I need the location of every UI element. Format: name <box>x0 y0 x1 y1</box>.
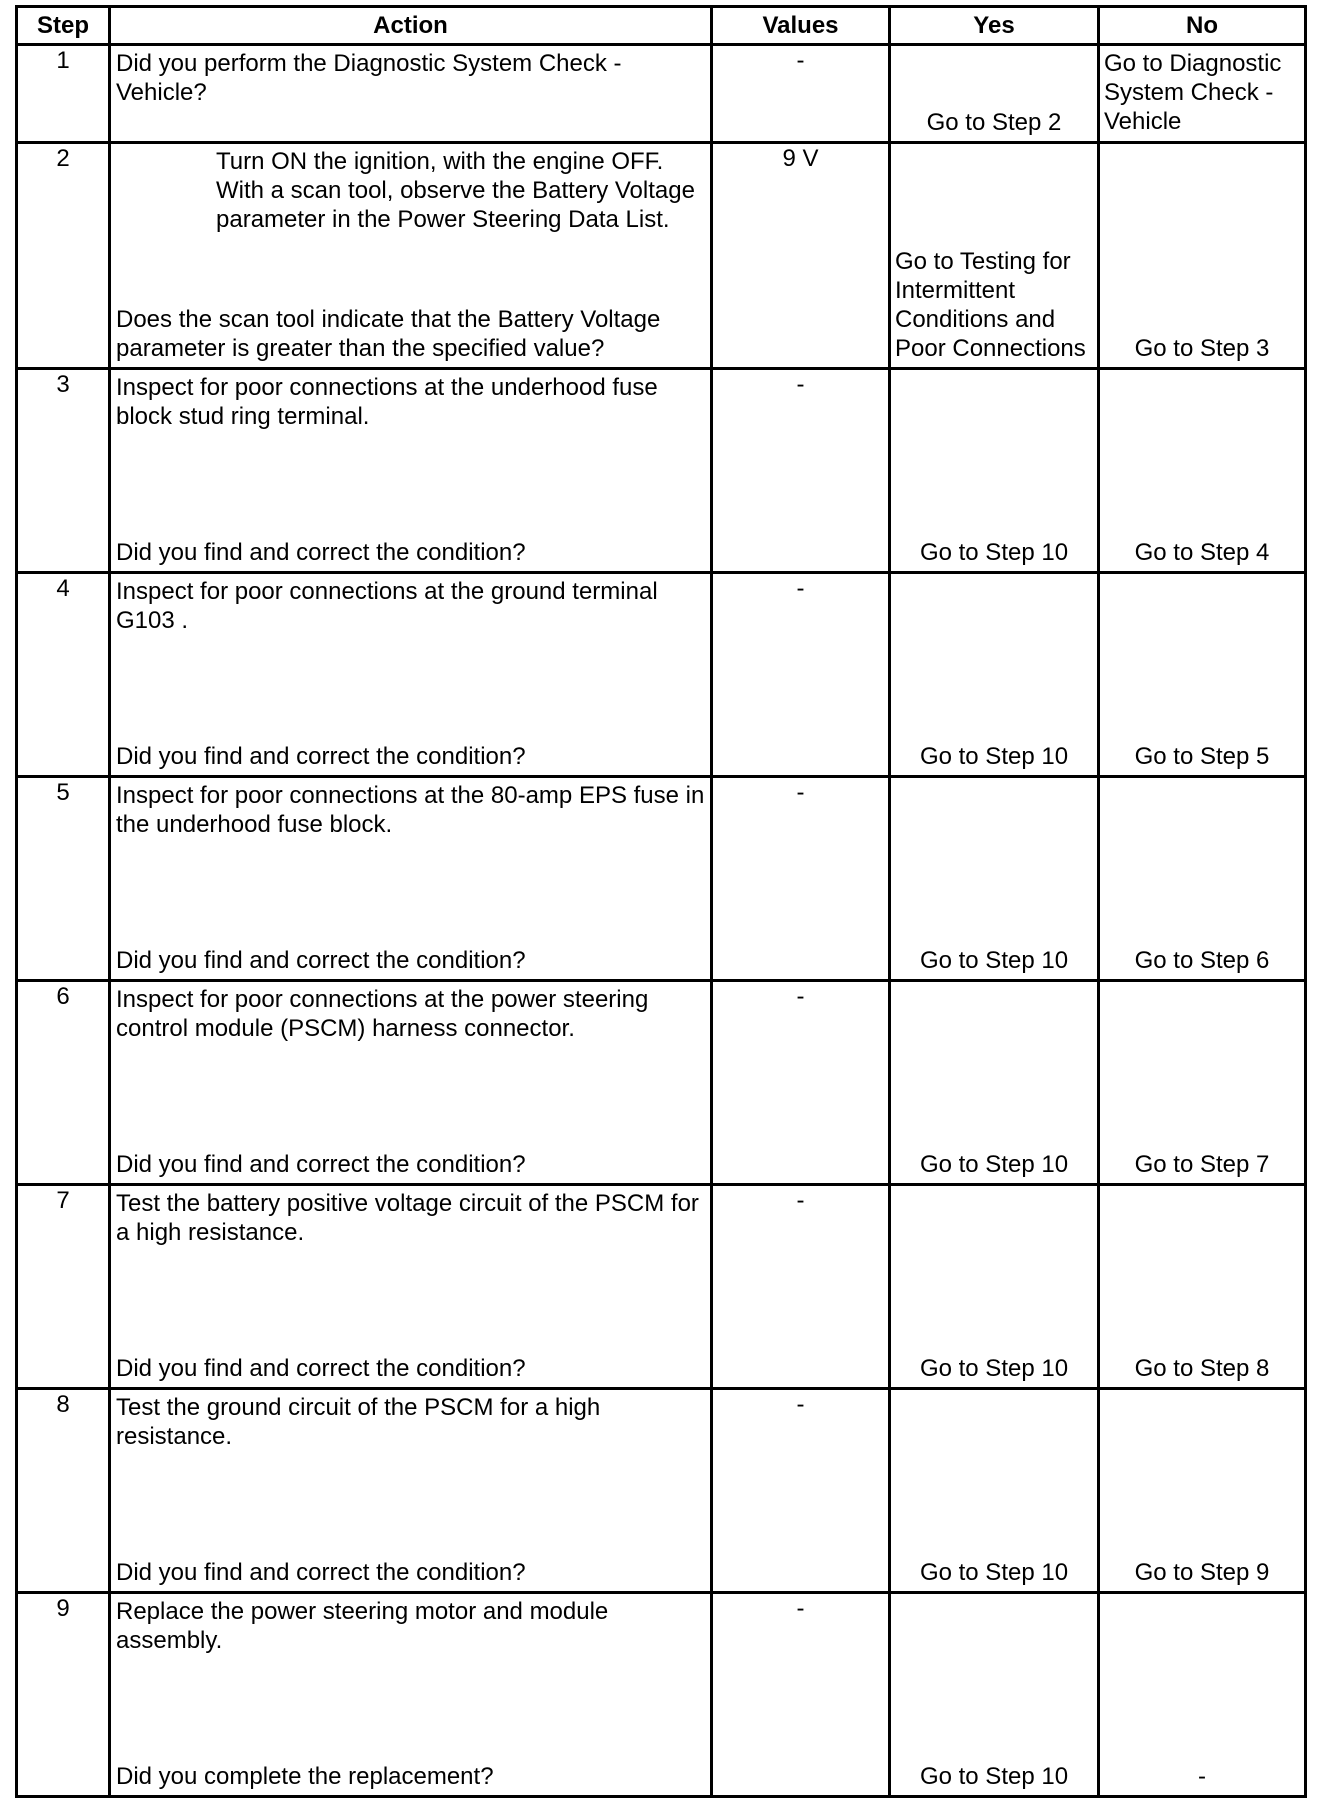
header-action: Action <box>110 7 712 45</box>
step-number: 4 <box>17 573 110 777</box>
no-cell <box>1099 777 1306 981</box>
step-number: 7 <box>17 1185 110 1389</box>
no-link[interactable]: Go to Step 6 <box>1134 947 1270 974</box>
no-cell <box>1099 45 1306 143</box>
yes-cell <box>890 1593 1099 1797</box>
action-cell <box>110 45 712 143</box>
values-cell: 9 V <box>712 143 890 369</box>
action-question: Did you find and correct the condition? <box>116 1151 526 1178</box>
yes-cell <box>890 1185 1099 1389</box>
yes-cell <box>890 981 1099 1185</box>
diagnostic-table <box>15 5 1307 1798</box>
table-row <box>17 1593 1306 1797</box>
yes-cell <box>890 369 1099 573</box>
step-number: 5 <box>17 777 110 981</box>
yes-link[interactable]: Go to Step 10 <box>919 1559 1069 1586</box>
action-question: Did you find and correct the condition? <box>116 743 526 770</box>
yes-link[interactable]: Go to Testing for Intermittent Conditions and Poor Connections <box>895 248 1086 362</box>
yes-link[interactable]: Go to Step 10 <box>919 1355 1069 1382</box>
action-cell <box>110 573 712 777</box>
action-text: Turn ON the ignition, with the engine OFF. With a scan tool, observe the Battery Voltage parameter in the Power Steering Data List. <box>216 148 695 233</box>
action-cell <box>110 369 712 573</box>
action-question: Did you find and correct the condition? <box>116 1355 526 1382</box>
table-row <box>17 1389 1306 1593</box>
action-cell <box>110 1185 712 1389</box>
yes-cell <box>890 45 1099 143</box>
action-text: Inspect for poor connections at the 80-amp EPS fuse in the underhood fuse block. <box>116 782 705 838</box>
step-number: 9 <box>17 1593 110 1797</box>
no-link[interactable]: Go to Step 8 <box>1134 1355 1270 1382</box>
action-cell <box>110 1593 712 1797</box>
no-link[interactable]: - <box>1198 1763 1206 1790</box>
no-cell <box>1099 1185 1306 1389</box>
step-number: 1 <box>17 45 110 143</box>
yes-cell <box>890 1389 1099 1593</box>
step-number: 2 <box>17 143 110 369</box>
no-link[interactable]: Go to Step 3 <box>1134 335 1270 362</box>
action-question: Did you find and correct the condition? <box>116 947 526 974</box>
action-text: Replace the power steering motor and module assembly. <box>116 1598 609 1654</box>
table-row <box>17 777 1306 981</box>
yes-cell <box>890 777 1099 981</box>
header-no: No <box>1099 7 1306 45</box>
action-text: Did you perform the Diagnostic System Check - Vehicle? <box>116 50 622 106</box>
values-cell: - <box>712 369 890 573</box>
no-link[interactable]: Go to Step 4 <box>1134 539 1270 566</box>
step-number: 8 <box>17 1389 110 1593</box>
no-cell <box>1099 981 1306 1185</box>
yes-link[interactable]: Go to Step 10 <box>919 1151 1069 1178</box>
yes-cell <box>890 573 1099 777</box>
header-yes: Yes <box>890 7 1099 45</box>
table-row <box>17 45 1306 143</box>
header-values: Values <box>712 7 890 45</box>
table-row <box>17 573 1306 777</box>
action-question: Does the scan tool indicate that the Battery Voltage parameter is greater than the specified value? <box>116 306 661 362</box>
action-text: Test the ground circuit of the PSCM for a high resistance. <box>116 1394 601 1450</box>
no-cell <box>1099 143 1306 369</box>
table-row <box>17 1185 1306 1389</box>
step-number: 6 <box>17 981 110 1185</box>
yes-link[interactable]: Go to Step 2 <box>926 109 1062 136</box>
yes-link[interactable]: Go to Step 10 <box>919 539 1069 566</box>
header-row <box>17 7 1306 45</box>
no-cell <box>1099 1389 1306 1593</box>
action-text: Inspect for poor connections at the power steering control module (PSCM) harness connector. <box>116 986 649 1042</box>
no-link[interactable]: Go to Step 5 <box>1134 743 1270 770</box>
values-cell: - <box>712 777 890 981</box>
action-text: Inspect for poor connections at the ground terminal G103 . <box>116 578 658 634</box>
table-row <box>17 981 1306 1185</box>
action-question: Did you find and correct the condition? <box>116 1559 526 1586</box>
action-cell <box>110 981 712 1185</box>
table-row <box>17 143 1306 369</box>
values-cell: - <box>712 45 890 143</box>
action-question: Did you find and correct the condition? <box>116 539 526 566</box>
values-cell: - <box>712 573 890 777</box>
no-cell <box>1099 573 1306 777</box>
no-link[interactable]: Go to Diagnostic System Check - Vehicle <box>1104 50 1282 135</box>
yes-link[interactable]: Go to Step 10 <box>919 947 1069 974</box>
step-number: 3 <box>17 369 110 573</box>
no-link[interactable]: Go to Step 7 <box>1134 1151 1270 1178</box>
yes-link[interactable]: Go to Step 10 <box>919 743 1069 770</box>
no-cell <box>1099 1593 1306 1797</box>
action-question: Did you complete the replacement? <box>116 1763 494 1790</box>
yes-cell <box>890 143 1099 369</box>
no-link[interactable]: Go to Step 9 <box>1134 1559 1270 1586</box>
action-cell <box>110 143 712 369</box>
action-cell <box>110 777 712 981</box>
table-row <box>17 369 1306 573</box>
values-cell: - <box>712 1389 890 1593</box>
action-cell <box>110 1389 712 1593</box>
header-step: Step <box>17 7 110 45</box>
values-cell: - <box>712 1593 890 1797</box>
yes-link[interactable]: Go to Step 10 <box>919 1763 1069 1790</box>
no-cell <box>1099 369 1306 573</box>
action-text: Inspect for poor connections at the underhood fuse block stud ring terminal. <box>116 374 658 430</box>
values-cell: - <box>712 981 890 1185</box>
action-text: Test the battery positive voltage circuit of the PSCM for a high resistance. <box>116 1190 699 1246</box>
values-cell: - <box>712 1185 890 1389</box>
